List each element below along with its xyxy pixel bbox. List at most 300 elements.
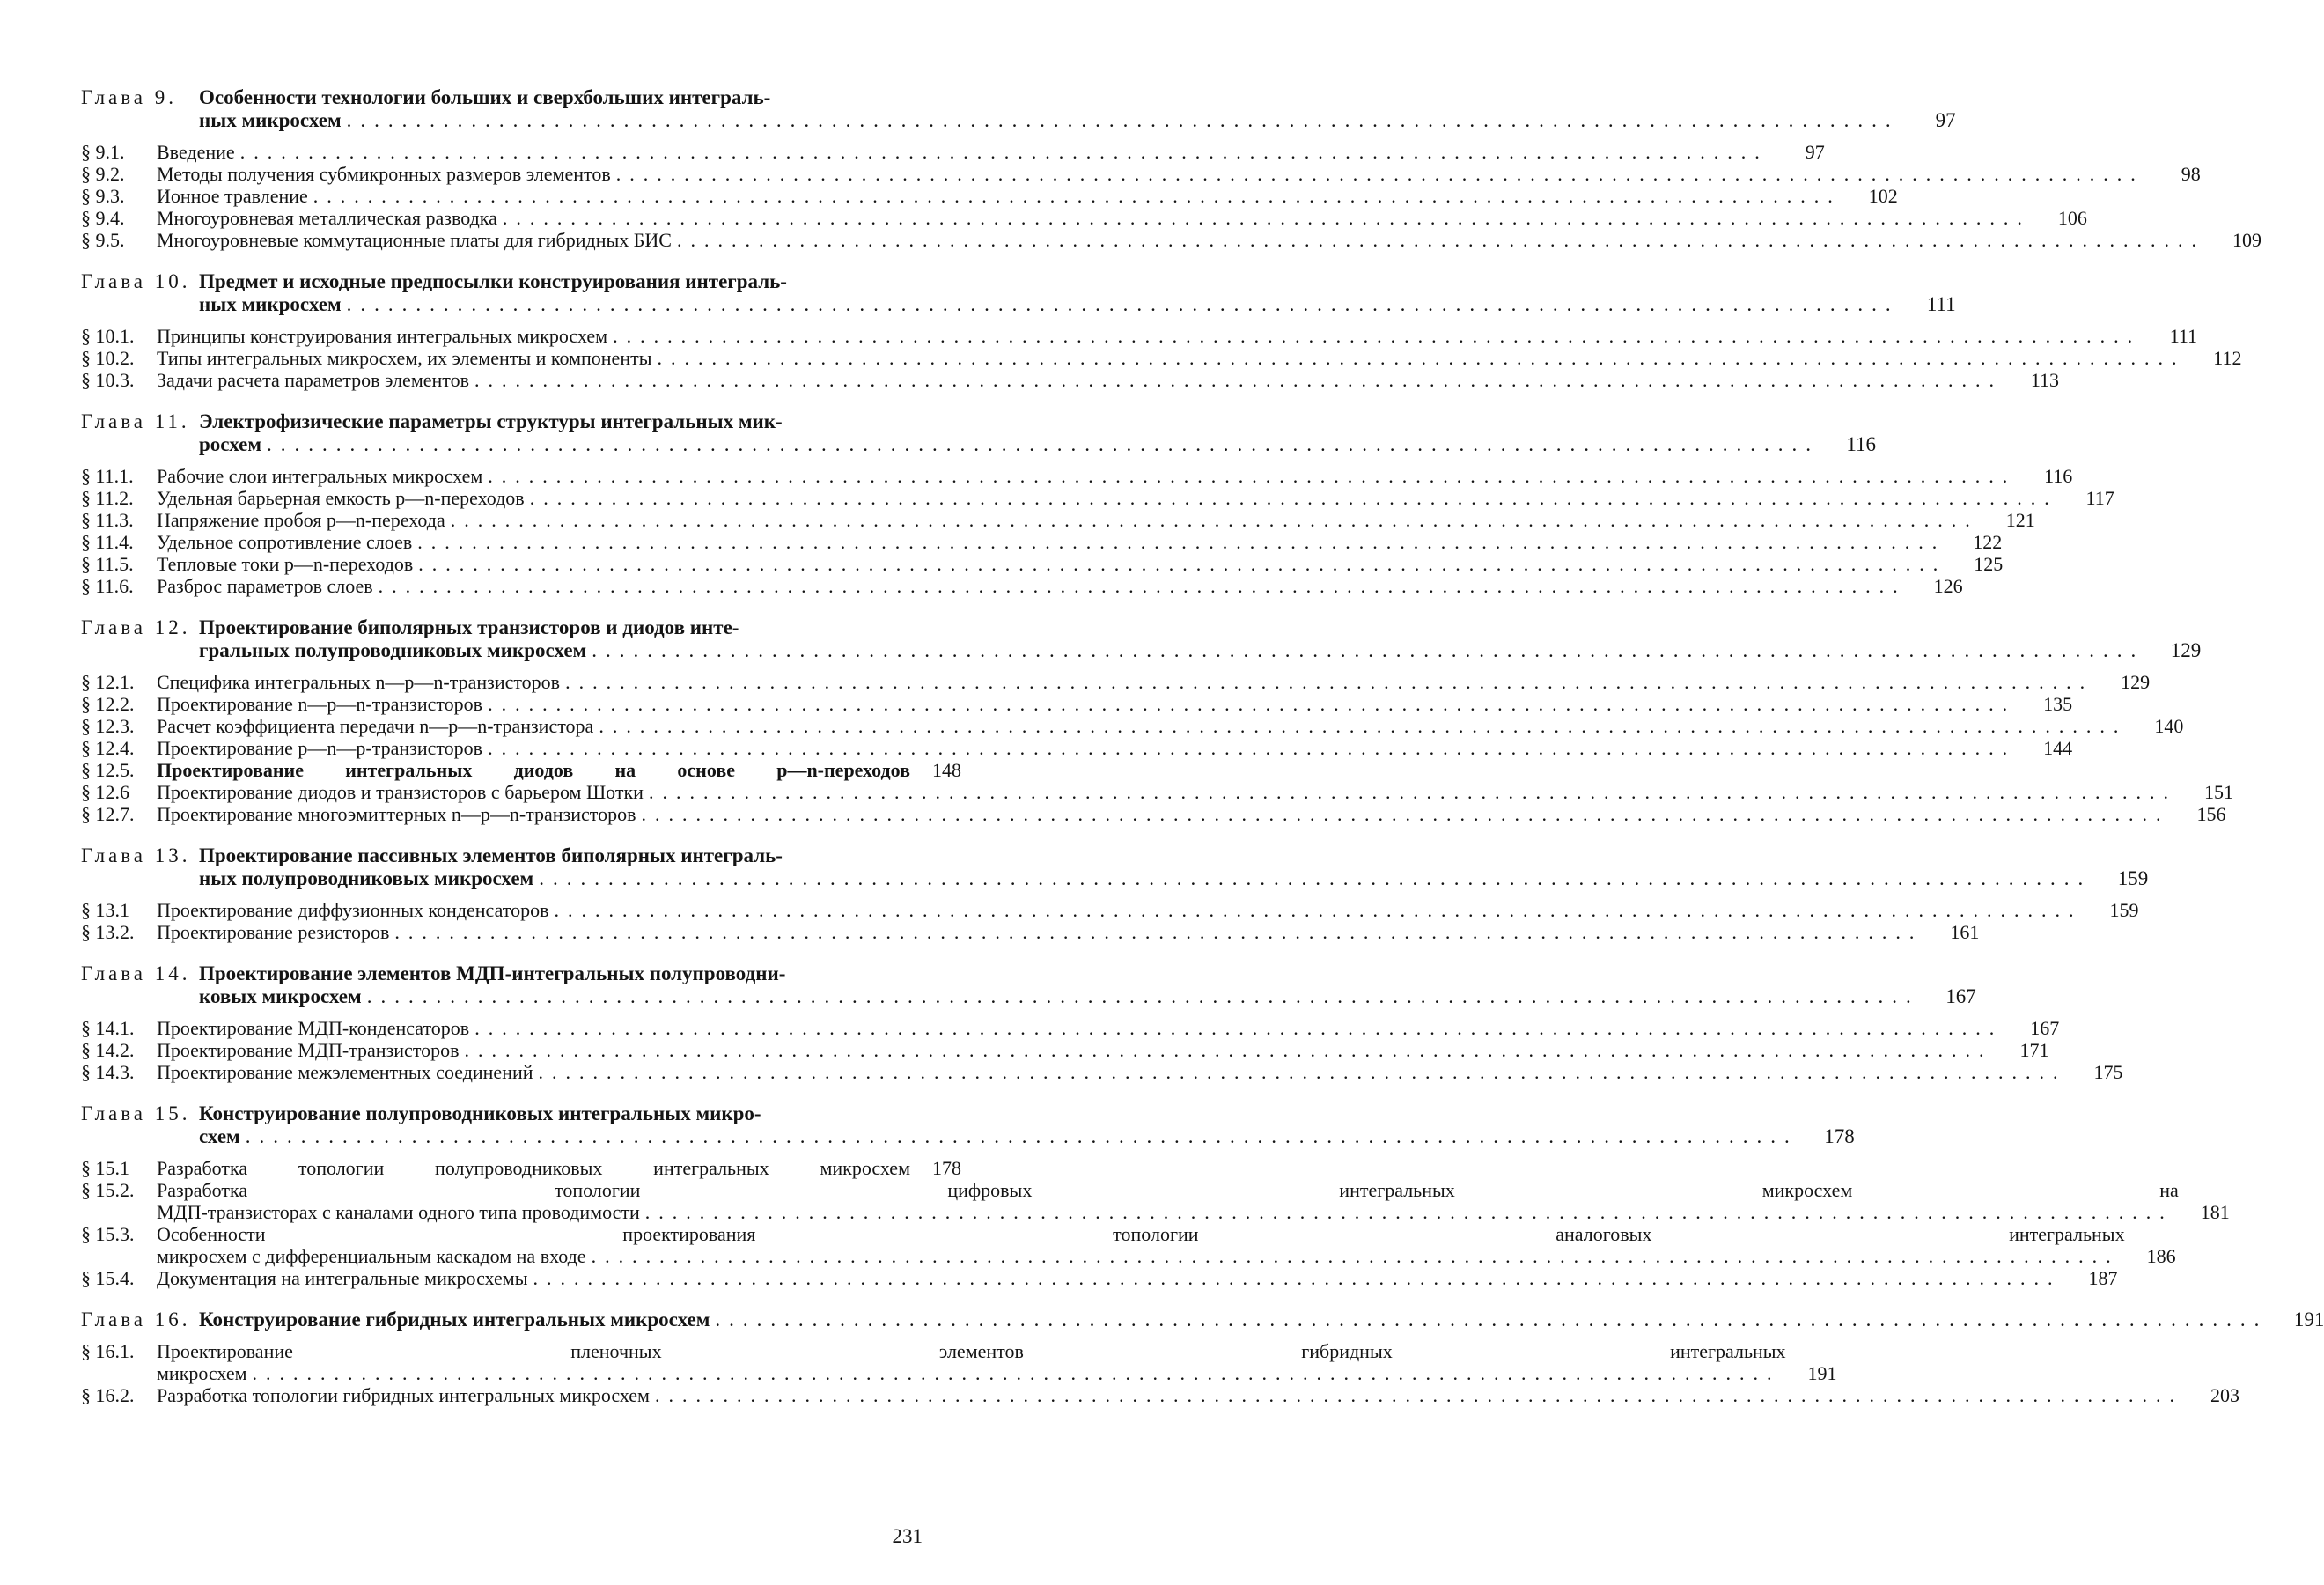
section-number: § 14.1. — [81, 1017, 135, 1039]
section-title-line: Особенности проектирования топологии аналоговых интегральных — [157, 1223, 2125, 1245]
section-title-line: Разброс параметров слоев — [157, 575, 373, 597]
section-title-last-line — [157, 899, 2088, 921]
dot-leader — [549, 899, 2088, 921]
chapter-title-line: Электрофизические параметры структуры интегральных мик- — [199, 410, 783, 432]
section-title-line: Типы интегральных микросхем, их элементы и компоненты — [157, 347, 652, 369]
section-title — [157, 553, 1952, 575]
dot-leader — [412, 531, 1951, 553]
dot-leader — [240, 1125, 1804, 1148]
dot-leader — [460, 1039, 1998, 1061]
chapter-title — [199, 616, 2150, 662]
section-number: § 13.2. — [81, 921, 135, 943]
chapter-page: 129 — [2170, 639, 2202, 661]
section-entry — [81, 207, 2087, 229]
section-title-last-line — [157, 1061, 2072, 1083]
section-entry — [81, 465, 2073, 487]
dot-leader — [525, 487, 2063, 509]
section-title-last-line — [157, 737, 2021, 759]
section-list — [81, 1340, 2239, 1406]
chapter-title-line: ных полупроводниковых микросхем — [199, 867, 534, 889]
chapter-title-line: Конструирование полупроводниковых интегральных микро- — [199, 1102, 761, 1124]
section-title-last-line — [157, 781, 2182, 803]
section-page: 140 — [2154, 715, 2184, 737]
chapter-page: 97 — [1935, 109, 1956, 131]
chapter-entry — [81, 270, 2242, 391]
chapter-title-last-line — [199, 293, 1905, 316]
dot-leader — [710, 1309, 2273, 1331]
section-title-last-line — [157, 715, 2132, 737]
section-number: § 15.2. — [81, 1179, 135, 1201]
section-page: 113 — [2030, 369, 2059, 391]
section-page: 159 — [2109, 899, 2139, 921]
chapter-entry — [81, 410, 2114, 597]
section-entry — [81, 1384, 2239, 1406]
section-title-line: Документация на интегральные микросхемы — [157, 1267, 528, 1289]
chapter-label: Глава 16. — [81, 1309, 191, 1331]
section-number: § 9.4. — [81, 207, 125, 229]
section-title — [157, 737, 2021, 759]
chapter-heading — [81, 844, 2149, 890]
dot-leader — [469, 369, 2008, 391]
section-number: § 15.1 — [81, 1157, 129, 1179]
chapter-page: 116 — [1846, 433, 1876, 455]
section-number: § 11.1. — [81, 465, 134, 487]
section-entry — [81, 693, 2073, 715]
section-number: § 15.4. — [81, 1267, 135, 1289]
section-entry — [81, 1157, 961, 1179]
chapter-title-line: Конструирование гибридных интегральных микросхем — [199, 1309, 710, 1331]
dot-leader — [650, 1384, 2188, 1406]
section-title-last-line — [157, 185, 1847, 207]
section-title — [157, 1039, 1998, 1061]
section-entry — [81, 325, 2198, 347]
section-entry — [81, 487, 2114, 509]
section-title-line: Проектирование многоэмиттерных n—p—n-транзисторов — [157, 803, 636, 825]
dot-leader — [469, 1017, 2008, 1039]
section-title-last-line — [157, 671, 2099, 693]
section-title — [157, 509, 1984, 531]
chapter-page: 178 — [1824, 1125, 1855, 1147]
chapter-title-line: ных микросхем — [199, 109, 342, 131]
section-title — [157, 207, 2036, 229]
section-title-last-line — [157, 1245, 2125, 1267]
chapter-label: Глава 13. — [81, 844, 191, 866]
section-page: 167 — [2030, 1017, 2060, 1039]
section-title-line: микросхем с дифференциальным каскадом на входе — [157, 1245, 586, 1267]
section-number: § 9.5. — [81, 229, 125, 251]
section-number: § 9.3. — [81, 185, 125, 207]
section-list — [81, 1017, 2123, 1083]
dot-leader — [644, 781, 2182, 803]
section-page: 203 — [2210, 1384, 2239, 1406]
section-page: 186 — [2146, 1245, 2176, 1267]
section-title-line: Введение — [157, 141, 235, 163]
section-title-last-line — [157, 163, 2150, 185]
dot-leader — [497, 207, 2036, 229]
section-page: 187 — [2088, 1267, 2118, 1289]
section-title — [157, 185, 1847, 207]
chapter-heading — [81, 616, 2202, 662]
chapter-title-line: Предмет и исходные предпосылки конструирования интеграль- — [199, 270, 787, 292]
dot-leader — [373, 575, 1912, 597]
section-page: 151 — [2203, 781, 2233, 803]
dot-leader — [586, 1245, 2125, 1267]
chapter-label: Глава 9. — [81, 86, 178, 108]
dot-leader — [261, 433, 1825, 456]
section-title-last-line — [157, 465, 2021, 487]
dot-leader — [482, 465, 2021, 487]
section-title — [157, 141, 1774, 163]
chapter-page: 159 — [2117, 867, 2149, 889]
section-number: § 16.1. — [81, 1340, 135, 1362]
section-number: § 10.2. — [81, 347, 135, 369]
section-title — [157, 1017, 2008, 1039]
section-page: 97 — [1805, 141, 1825, 163]
section-title-last-line — [157, 141, 1774, 163]
section-title — [157, 1267, 2066, 1289]
section-list — [81, 899, 2139, 943]
section-page: 126 — [1933, 575, 1963, 597]
chapter-label: Глава 15. — [81, 1102, 191, 1124]
section-title-line: Многоуровневая металлическая разводка — [157, 207, 497, 229]
section-number: § 11.5. — [81, 553, 134, 575]
section-page: 102 — [1868, 185, 1898, 207]
section-title-last-line — [157, 531, 1951, 553]
chapter-title-line: росхем — [199, 433, 261, 455]
section-page: 171 — [2019, 1039, 2049, 1061]
chapter-label: Глава 11. — [81, 410, 190, 432]
section-title-line: МДП-транзисторах с каналами одного типа проводимости — [157, 1201, 640, 1223]
dot-leader — [636, 803, 2175, 825]
section-page: 191 — [1807, 1362, 1837, 1384]
section-title — [157, 163, 2150, 185]
section-page: 116 — [2044, 465, 2073, 487]
section-title-line: Проектирование межэлементных соединений — [157, 1061, 533, 1083]
section-title-line: Принципы конструирования интегральных микросхем — [157, 325, 608, 347]
dot-leader — [533, 1061, 2072, 1083]
section-entry — [81, 759, 961, 781]
section-title-line: Рабочие слои интегральных микросхем — [157, 465, 483, 487]
dot-leader — [308, 185, 1847, 207]
section-title-last-line — [157, 693, 2021, 715]
section-title-last-line — [157, 1267, 2066, 1289]
section-title-last-line — [157, 1039, 1998, 1061]
dot-leader — [607, 325, 2146, 347]
section-title — [157, 781, 2182, 803]
table-of-contents — [81, 86, 2324, 1426]
chapter-title-line: схем — [199, 1125, 240, 1147]
section-number: § 14.2. — [81, 1039, 135, 1061]
section-entry — [81, 229, 2261, 251]
section-title-last-line — [157, 1201, 2179, 1223]
section-page: 148 — [932, 759, 961, 781]
section-number: § 10.1. — [81, 325, 135, 347]
dot-leader — [482, 737, 2021, 759]
section-entry — [81, 141, 1825, 163]
section-entry — [81, 1061, 2123, 1083]
section-title — [157, 465, 2021, 487]
chapter-title-last-line — [199, 985, 1925, 1008]
dot-leader — [482, 693, 2021, 715]
chapter-title-last-line — [199, 109, 1905, 132]
chapter-entry — [81, 1309, 2324, 1406]
dot-leader — [413, 553, 1952, 575]
page-number: 231 — [892, 1525, 923, 1547]
chapter-heading — [81, 86, 1956, 132]
dot-leader — [235, 141, 1774, 163]
chapter-page: 191 — [2293, 1309, 2324, 1331]
section-title-last-line — [157, 369, 2008, 391]
section-entry — [81, 1267, 2118, 1289]
chapter-title — [199, 410, 1825, 456]
chapter-title-line: Особенности технологии больших и сверхбольших интеграль- — [199, 86, 771, 108]
section-page: 117 — [2085, 487, 2114, 509]
chapter-title-line: Проектирование пассивных элементов биполярных интеграль- — [199, 844, 783, 866]
section-title-last-line — [157, 1017, 2008, 1039]
section-title-line: Разработка топологии цифровых интегральных микросхем на — [157, 1179, 2179, 1201]
section-page: 129 — [2121, 671, 2151, 693]
chapter-title-line: гральных полупроводниковых микросхем — [199, 639, 587, 661]
dot-leader — [672, 229, 2210, 251]
chapter-heading — [81, 962, 1976, 1008]
section-page: 161 — [1950, 921, 1980, 943]
section-title — [157, 229, 2210, 251]
section-page: 111 — [2169, 325, 2198, 347]
section-entry — [81, 737, 2073, 759]
section-title-line: Проектирование диодов и транзисторов с барьером Шотки — [157, 781, 644, 803]
section-title-last-line — [157, 1384, 2188, 1406]
chapter-title — [199, 270, 1905, 316]
section-title — [157, 671, 2099, 693]
dot-leader — [342, 109, 1905, 132]
section-title-last-line — [157, 553, 1952, 575]
section-page: 122 — [1973, 531, 2003, 553]
section-entry — [81, 1179, 2230, 1223]
section-entry — [81, 185, 1898, 207]
dot-leader — [560, 671, 2099, 693]
section-title-line: Проектирование n—p—n-транзисторов — [157, 693, 483, 715]
section-number: § 10.3. — [81, 369, 135, 391]
section-title-last-line — [157, 575, 1912, 597]
chapter-title — [199, 1309, 2273, 1331]
section-page: 112 — [2213, 347, 2242, 369]
section-page: 144 — [2043, 737, 2073, 759]
section-title — [157, 921, 1928, 943]
section-page: 156 — [2196, 803, 2226, 825]
section-page: 121 — [2005, 509, 2035, 531]
section-number: § 9.2. — [81, 163, 125, 185]
section-entry — [81, 803, 2226, 825]
chapter-title-last-line — [199, 639, 2150, 662]
dot-leader — [445, 509, 1984, 531]
section-number: § 12.6 — [81, 781, 129, 803]
section-title-last-line — [157, 229, 2210, 251]
dot-leader — [527, 1267, 2066, 1289]
section-entry — [81, 1017, 2060, 1039]
section-title-last-line — [157, 921, 1928, 943]
section-number: § 16.2. — [81, 1384, 135, 1406]
section-title-last-line — [157, 509, 1984, 531]
section-number: § 12.3. — [81, 715, 135, 737]
section-title-last-line — [157, 1362, 1786, 1384]
section-title-last-line — [157, 487, 2063, 509]
chapter-page: 167 — [1945, 985, 1976, 1007]
chapter-title — [199, 1102, 1804, 1148]
chapter-heading — [81, 410, 1876, 456]
section-number: § 12.4. — [81, 737, 135, 759]
section-title — [157, 899, 2088, 921]
chapter-entry — [81, 962, 2123, 1083]
section-title-line: Напряжение пробоя p—n-перехода — [157, 509, 445, 531]
dot-leader — [611, 163, 2150, 185]
chapter-entry — [81, 616, 2233, 825]
section-list — [81, 1157, 2230, 1289]
section-title — [157, 531, 1951, 553]
section-title — [157, 369, 2008, 391]
section-number: § 11.3. — [81, 509, 134, 531]
section-entry — [81, 369, 2059, 391]
section-number: § 13.1 — [81, 899, 129, 921]
section-page: 98 — [2181, 163, 2201, 185]
section-page: 181 — [2200, 1201, 2230, 1223]
section-title — [157, 575, 1912, 597]
section-entry — [81, 921, 1980, 943]
section-entry — [81, 1039, 2049, 1061]
section-entry — [81, 899, 2139, 921]
section-title — [157, 803, 2175, 825]
section-page: 175 — [2093, 1061, 2123, 1083]
chapter-heading — [81, 1309, 2324, 1331]
section-number: § 9.1. — [81, 141, 125, 163]
dot-leader — [533, 867, 2097, 890]
dot-leader — [593, 715, 2132, 737]
chapter-heading — [81, 1102, 1855, 1148]
section-title-line: Проектирование МДП-конденсаторов — [157, 1017, 470, 1039]
section-title-line: Проектирование пленочных элементов гибридных интегральных — [157, 1340, 1786, 1362]
section-number: § 12.5. — [81, 759, 135, 781]
section-entry — [81, 575, 1963, 597]
chapter-title-line: ных микросхем — [199, 293, 342, 315]
section-title — [157, 1223, 2125, 1267]
section-entry — [81, 781, 2233, 803]
section-entry — [81, 715, 2184, 737]
section-title-line: микросхем — [157, 1362, 247, 1384]
chapter-entry — [81, 844, 2149, 943]
dot-leader — [247, 1362, 1786, 1384]
section-title-last-line — [157, 207, 2036, 229]
chapter-label: Глава 14. — [81, 962, 191, 984]
section-title — [157, 715, 2132, 737]
section-title — [157, 693, 2021, 715]
section-entry — [81, 1340, 1837, 1384]
dot-leader — [651, 347, 2190, 369]
section-entry — [81, 553, 2004, 575]
section-title-last-line — [157, 325, 2146, 347]
section-title-line: Разработка топологии гибридных интегральных микросхем — [157, 1384, 650, 1406]
section-page: 106 — [2057, 207, 2087, 229]
chapter-label: Глава 12. — [81, 616, 191, 638]
section-page: 135 — [2043, 693, 2073, 715]
section-title — [157, 1384, 2188, 1406]
section-title-line: Задачи расчета параметров элементов — [157, 369, 469, 391]
chapter-title-line: ковых микросхем — [199, 985, 362, 1007]
section-entry — [81, 163, 2201, 185]
section-number: § 11.4. — [81, 531, 134, 553]
section-entry — [81, 509, 2035, 531]
section-title — [157, 347, 2190, 369]
section-title-line: Проектирование диффузионных конденсаторов — [157, 899, 549, 921]
chapter-title — [199, 962, 1925, 1008]
section-entry — [81, 671, 2151, 693]
section-number: § 14.3. — [81, 1061, 135, 1083]
dot-leader — [362, 985, 1925, 1008]
section-title-line: Удельная барьерная емкость p—n-переходов — [157, 487, 525, 509]
section-entry — [81, 531, 2003, 553]
section-title-last-line — [157, 347, 2190, 369]
section-entry — [81, 1223, 2176, 1267]
section-page: 178 — [932, 1157, 961, 1179]
section-page: 125 — [1974, 553, 2004, 575]
section-list — [81, 325, 2242, 391]
chapter-entry — [81, 1102, 2230, 1289]
section-title — [157, 487, 2063, 509]
dot-leader — [342, 293, 1905, 316]
section-title-line: Удельное сопротивление слоев — [157, 531, 413, 553]
section-title-line: Методы получения субмикронных размеров элементов — [157, 163, 611, 185]
section-title-line: Разработка топологии полупроводниковых интегральных микросхем — [157, 1157, 910, 1179]
chapter-title — [199, 86, 1905, 132]
chapter-title-last-line — [199, 1125, 1804, 1148]
section-number: § 11.2. — [81, 487, 134, 509]
dot-leader — [586, 639, 2150, 662]
section-title-line: Расчет коэффициента передачи n—p—n-транзистора — [157, 715, 594, 737]
section-title — [157, 759, 910, 781]
section-title — [157, 1061, 2072, 1083]
section-title-last-line — [157, 803, 2175, 825]
section-title-line: Специфика интегральных n—p—n-транзисторов — [157, 671, 561, 693]
section-title-line: Проектирование p—n—p-транзисторов — [157, 737, 483, 759]
chapter-title-last-line — [199, 867, 2097, 890]
section-title — [157, 1157, 910, 1179]
section-number: § 12.2. — [81, 693, 135, 715]
chapter-title — [199, 844, 2097, 890]
section-title-line: Проектирование МДП-транзисторов — [157, 1039, 460, 1061]
section-entry — [81, 347, 2242, 369]
chapter-title-last-line — [199, 433, 1825, 456]
section-list — [81, 465, 2114, 597]
chapter-title-line: Проектирование элементов МДП-интегральных полупроводни- — [199, 962, 786, 984]
section-title-line: Проектирование резисторов — [157, 921, 390, 943]
dot-leader — [640, 1201, 2179, 1223]
chapter-label: Глава 10. — [81, 270, 191, 292]
section-number: § 11.6. — [81, 575, 134, 597]
section-list — [81, 141, 2261, 251]
section-title-line: Многоуровневые коммутационные платы для гибридных БИС — [157, 229, 672, 251]
chapter-page: 111 — [1926, 293, 1956, 315]
chapter-heading — [81, 270, 1956, 316]
section-title-line: Тепловые токи p—n-переходов — [157, 553, 414, 575]
section-title-line: Ионное травление — [157, 185, 308, 207]
section-title — [157, 1179, 2179, 1223]
section-page: 109 — [2232, 229, 2261, 251]
chapter-title-last-line — [199, 1309, 2273, 1331]
chapter-entry — [81, 86, 2261, 251]
section-number: § 15.3. — [81, 1223, 135, 1245]
section-title — [157, 1340, 1786, 1384]
chapter-title-line: Проектирование биполярных транзисторов и диодов инте- — [199, 616, 739, 638]
dot-leader — [389, 921, 1928, 943]
section-list — [81, 671, 2233, 825]
